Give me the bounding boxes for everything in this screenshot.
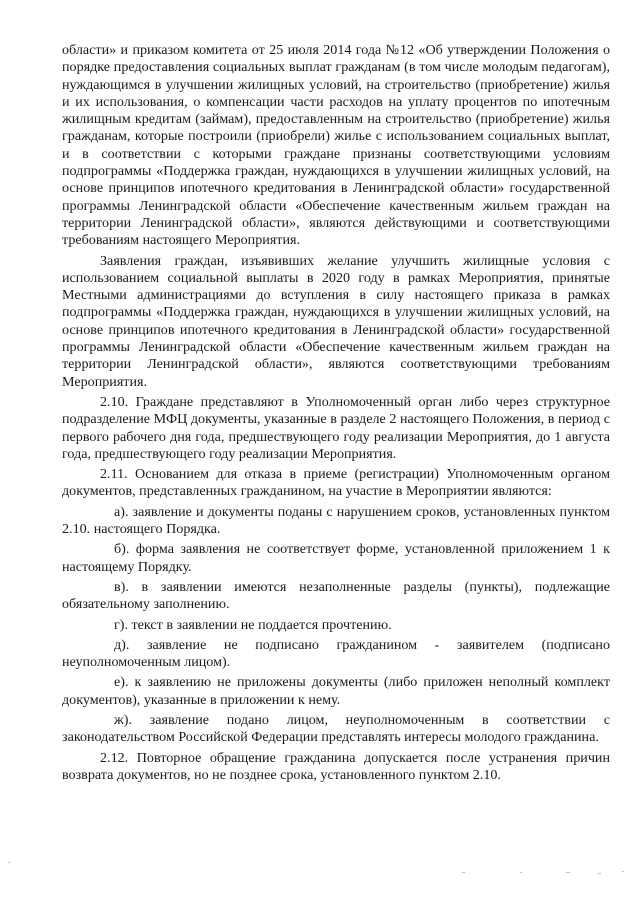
list-item-e: е). к заявлению не приложены документы (либо приложен неполный комплект документов), указанные в приложении к нему.: [62, 674, 610, 708]
paragraph-2-10: 2.10. Граждане представляют в Уполномоченный орган либо через структурное подразделение МФЦ документы, указанные в разделе 2 настоящего Положения, в период с первого рабочего дня года, предшествующего году реализации Мероприятия, до 1 августа года, предшествующего году реализации Мероприятия.: [62, 393, 610, 462]
list-item-v: в). в заявлении имеются незаполненные разделы (пункты), подлежащие обязательному заполнению.: [62, 578, 610, 613]
paragraph-2-12: 2.12. Повторное обращение гражданина допускается после устранения причин возврата документов, но не позднее срока, установленного пунктом 2.10.: [62, 749, 610, 783]
paragraph-continuation: области» и приказом комитета от 25 июля 2014 года №12 «Об утверждении Положения о порядке предоставления социальных выплат гражданам (в том числе молодым педагогам), нуждающимся в улучшении жилищных условий, на строительство (приобретение) жилья и их использования, о компенсации части расходов на уплату процентов по ипотечным жилищным кредитам (займам), предоставленным на строительство (приобретение) жилья гражданам, которые построили (приобрели) жилье с использованием социальных выплат, и в соответствии с которыми граждане признаны соответствующими условиям подпрограммы «Поддержка граждан, нуждающихся в улучшении жилищных условий, на основе принципов ипотечного кредитования в Ленинградской области» государственной программы Ленинградской области «Обеспечение качественным жильем граждан на территории Ленинградской области», являются действующими и соответствующими требованиям настоящего Мероприятия.: [62, 42, 610, 249]
list-item-zh: ж). заявление подано лицом, неуполномоченным в соответствии с законодательством Российской Федерации представлять интересы молодого гражданина.: [62, 711, 610, 746]
list-item-a: а). заявление и документы поданы с нарушением сроков, установленных пунктом 2.10. настоящего Порядка.: [62, 503, 610, 538]
paragraph-applications: Заявления граждан, изъявивших желание улучшить жилищные условия с использованием социальной выплаты в 2020 году в рамках Мероприятия, принятые Местными администрациями до вступления в силу настоящего приказа в рамках подпрограммы «Поддержка граждан, нуждающихся в улучшении жилищных условий, на основе принципов ипотечного кредитования в Ленинградской области» государственной программы Ленинградской области «Обеспечение качественным жильем граждан на территории Ленинградской области», являются соответствующими требованиям Мероприятия.: [62, 252, 610, 390]
list-item-g: г). текст в заявлении не поддается прочтению.: [114, 616, 392, 633]
document-page: [62, 42, 610, 784]
list-item-b: б). форма заявления не соответствует форме, установленной приложением 1 к настоящему Порядку.: [62, 541, 610, 575]
paragraph-2-11: 2.11. Основанием для отказа в приеме (регистрации) Уполномоченным органом документов, представленных гражданином, на участие в Мероприятии являются:: [62, 466, 610, 500]
list-item-d: д). заявление не подписано гражданином - заявителем (подписано неуполномоченным лицом).: [62, 636, 610, 671]
